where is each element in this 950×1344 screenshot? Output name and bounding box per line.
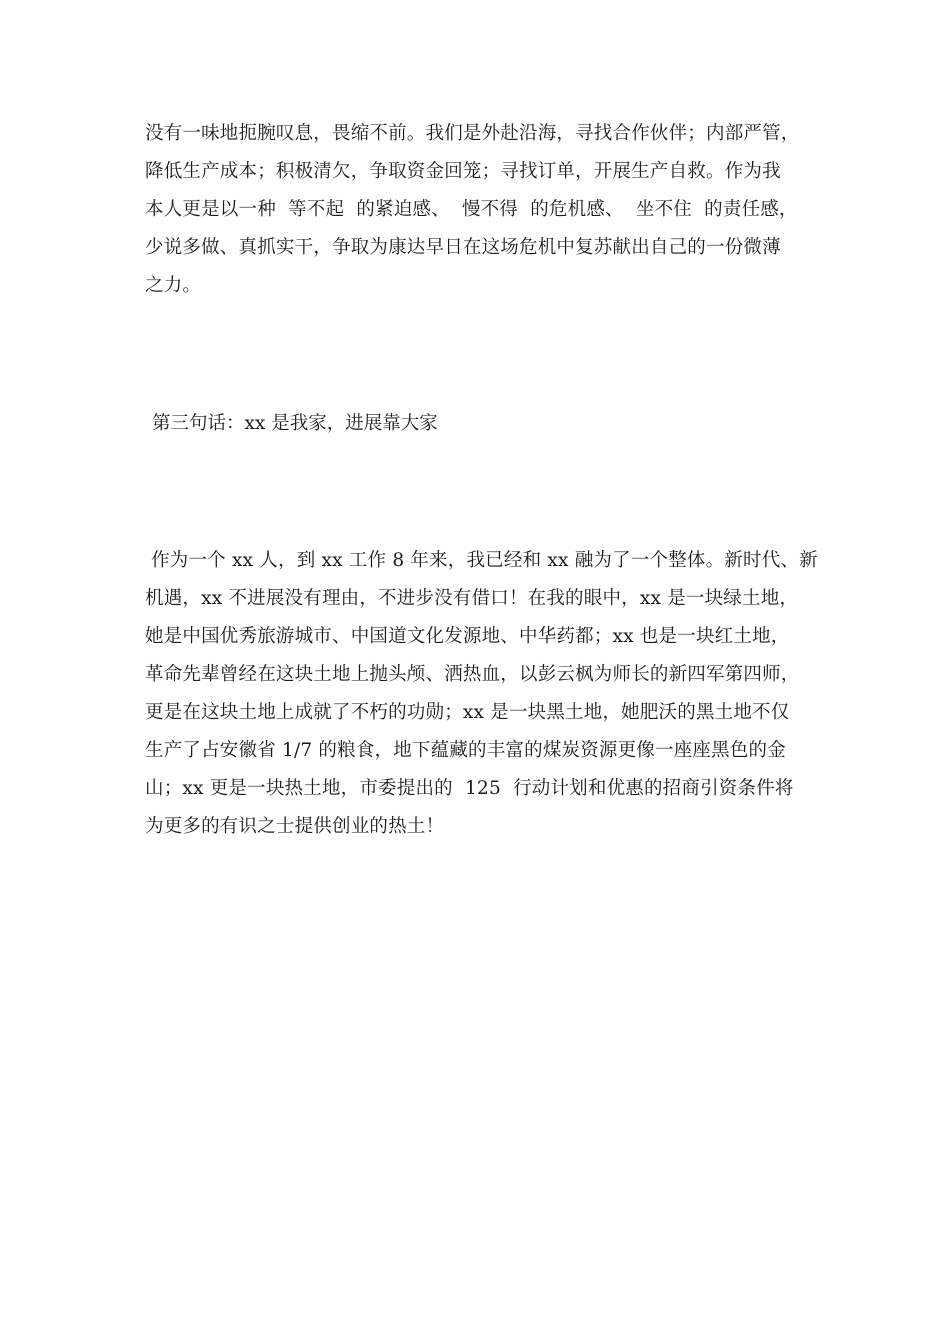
paragraph-2-line-2: 机遇，xx 不进展没有理由，不进步没有借口！在我的眼中，xx 是一块绿土地， [145,588,799,609]
paragraph-2-line-4: 革命先辈曾经在这块土地上抛头颅、洒热血，以彭云枫为师长的新四军第四师， [145,664,800,685]
paragraph-2-line-5: 更是在这块土地上成就了不朽的功勋；xx 是一块黑土地，她肥沃的黑土地不仅 [145,702,790,723]
paragraph-2-line-8: 为更多的有识之士提供创业的热土！ [145,816,445,837]
paragraph-1-line-1: 没有一味地扼腕叹息，畏缩不前。我们是外赴沿海，寻找合作伙伴；内部严管， [145,123,800,144]
paragraph-2-line-3: 她是中国优秀旅游城市、中国道文化发源地、中华药都；xx 也是一块红土地， [145,626,790,647]
paragraph-2-line-1: 作为一个 xx 人，到 xx 工作 8 年来，我已经和 xx 融为了一个整体。新时代、新 [145,550,818,571]
section-heading: 第三句话：xx 是我家，进展靠大家 [152,413,438,434]
paragraph-1-line-2: 降低生产成本；积极清欠，争取资金回笼；寻找订单，开展生产自救。作为我 [145,161,781,182]
paragraph-1-line-5: 之力。 [145,275,202,296]
paragraph-2-line-6: 生产了占安徽省 1/7 的粮食，地下蕴藏的丰富的煤炭资源更像一座座黑色的金 [145,740,786,761]
paragraph-2-line-7: 山；xx 更是一块热土地，市委提出的 125 行动计划和优惠的招商引资条件将 [145,778,794,799]
paragraph-1-line-3: 本人更是以一种 等不起 的紧迫感、 慢不得 的危机感、 坐不住 的责任感， [145,199,798,220]
paragraph-1-line-4: 少说多做、真抓实干，争取为康达早日在这场危机中复苏献出自己的一份微薄 [145,237,781,258]
